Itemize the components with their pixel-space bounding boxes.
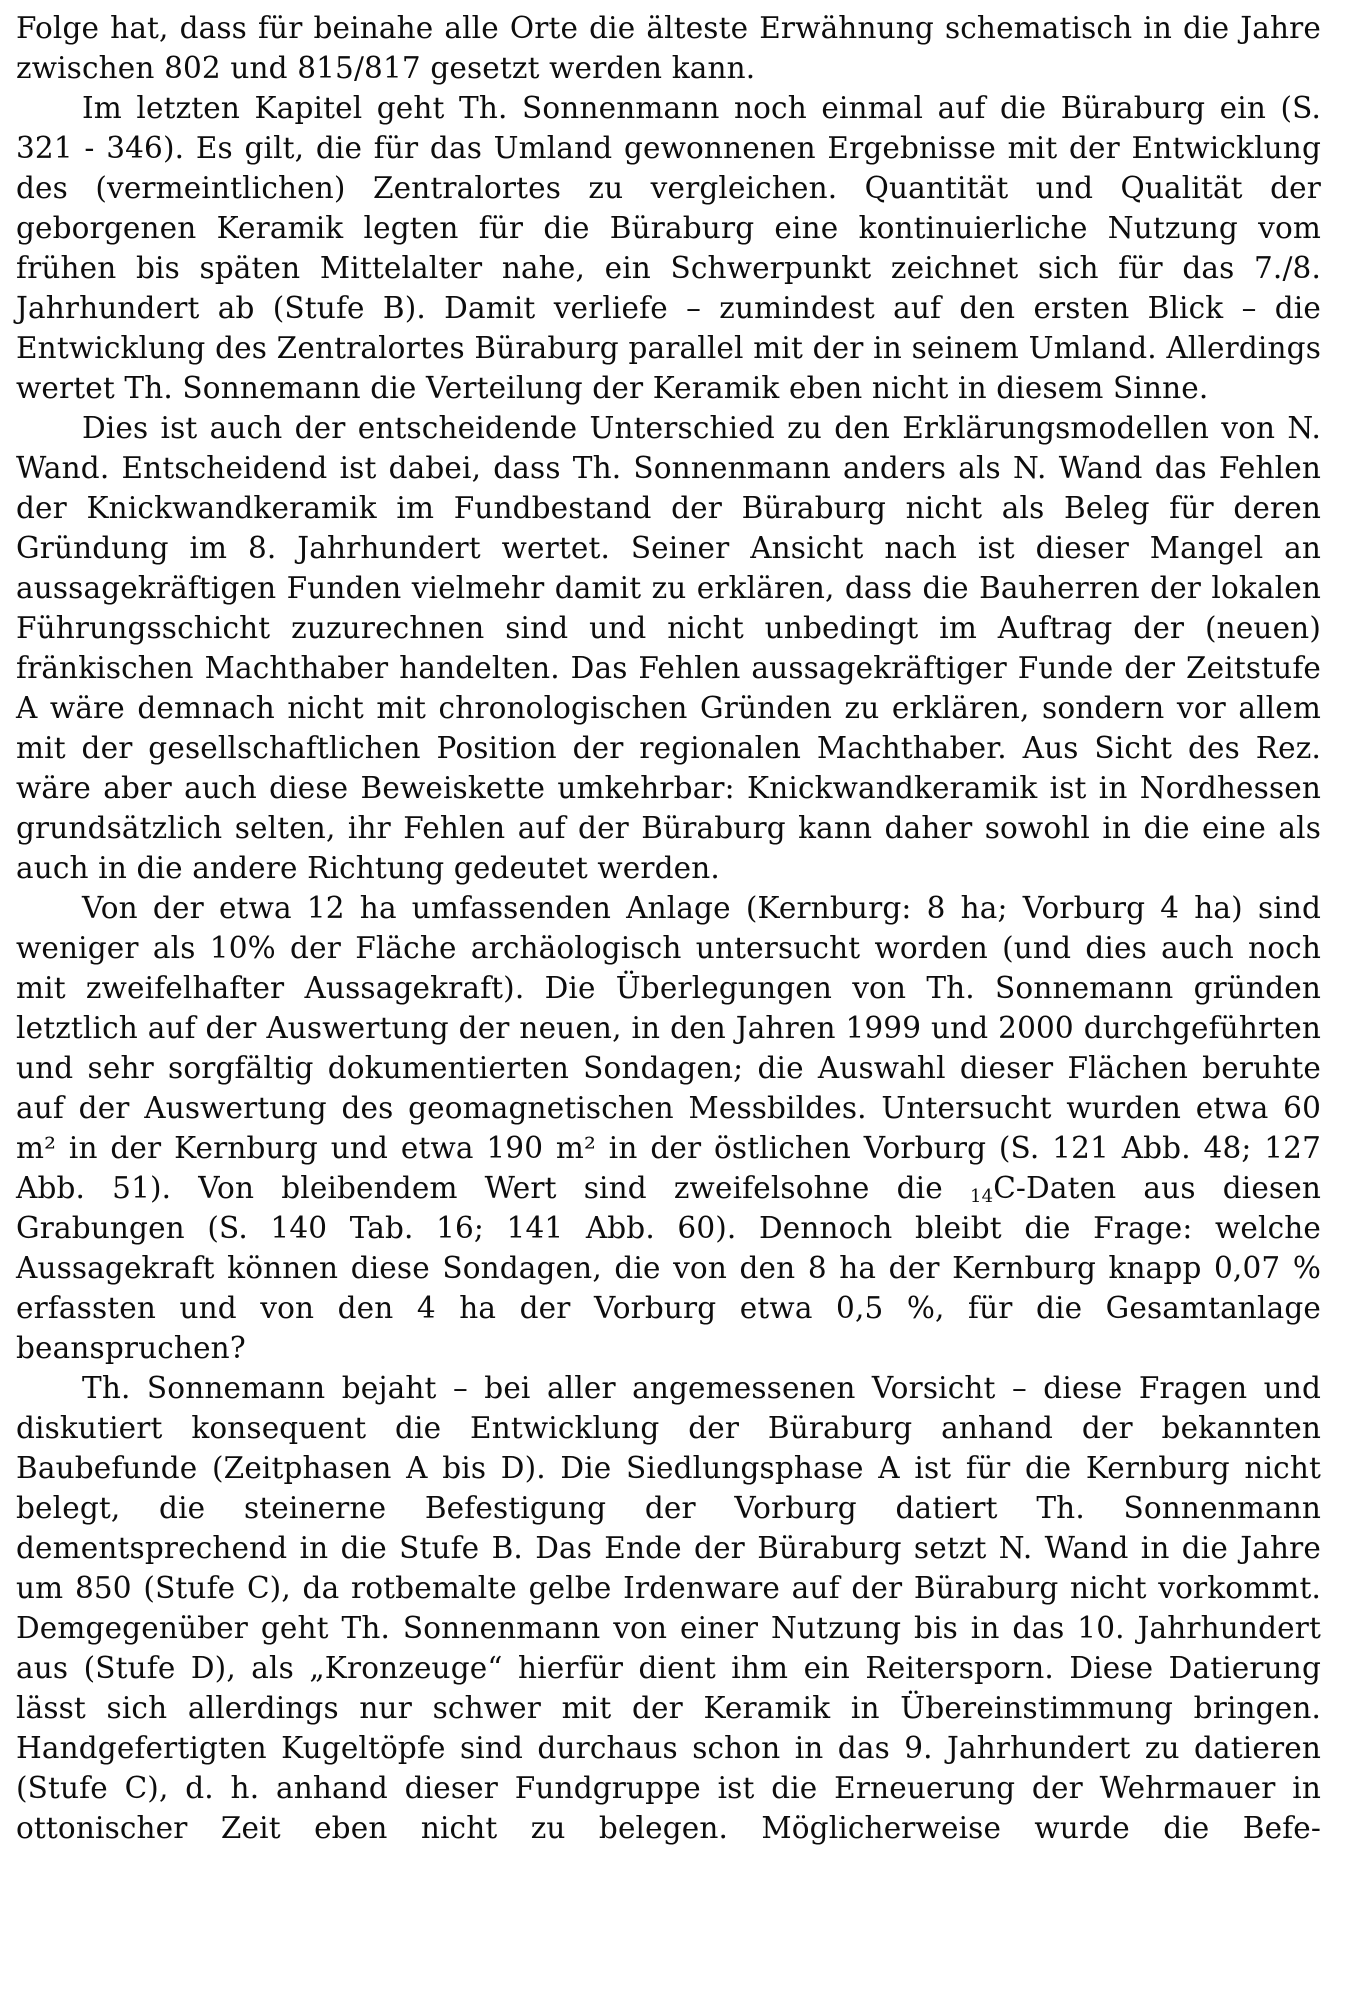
paragraph-text: Dies ist auch der entscheidende Unterschied zu den Erklärungsmodellen von N. Wand. Entscheidend ist dabei, dass Th. Sonnenmann anders als N. Wand das Fehlen der Knickwandkeramik im Fundbestand der Büraburg nicht als Beleg für deren Gründung im 8. Jahrhundert wertet. Seiner Ansicht nach ist dieser Mangel an aussagekräftigen Funden vielmehr damit zu erklären, dass die Bauherren der lokalen Führungsschicht zuzurechnen sind und nicht unbedingt im Auftrag der (neuen) fränkischen Machthaber handelten. Das Fehlen aussagekräftiger Funde der Zeitstufe A wäre demnach nicht mit chronologischen Gründen zu erklären, sondern vor allem mit der gesellschaftlichen Position der regionalen Machthaber. Aus Sicht des Rez. wäre aber auch diese Beweiskette umkehrbar: Knickwandkeramik ist in Nordhessen grundsätzlich selten, ihr Fehlen auf der Büraburg kann daher sowohl in die eine als auch in die andere Richtung gedeutet werden. xyxy=(16,411,1321,885)
paragraph-dating-phases xyxy=(16,1368,1321,1848)
paragraph-explanation-models xyxy=(16,408,1321,888)
paragraph-text: Im letzten Kapitel geht Th. Sonnenmann noch einmal auf die Büraburg ein (S. 321 - 346). Es gilt, die für das Umland gewonnenen Ergebnisse mit der Entwicklung des (vermeintlichen) Zentralortes zu vergleichen. Quantität und Qualität der geborgenen Keramik legten für die Büraburg eine kontinuierliche Nutzung vom frühen bis späten Mittelalter nahe, ein Schwerpunkt zeichnet sich für das 7./8. Jahrhundert ab (Stufe B). Damit verliefe – zumindest auf den ersten Blick – die Entwicklung des Zentralortes Büraburg parallel mit der in seinem Umland. Allerdings wertet Th. Sonnemann die Verteilung der Keramik eben nicht in diesem Sinne. xyxy=(16,91,1321,405)
paragraph-excavation-extent xyxy=(16,888,1321,1368)
isotope-subscript: 14 xyxy=(969,1186,994,1207)
paragraph-text: Von der etwa 12 ha umfassenden Anlage (Kernburg: 8 ha; Vorburg 4 ha) sind weniger als 10% der Fläche archäologisch untersucht worden (und dies auch noch mit zweifelhafter Aussagekraft). Die Überlegungen von Th. Sonnemann gründen letztlich auf der Auswertung der neuen, in den Jahren 1999 und 2000 durchgeführten und sehr sorgfältig dokumentierten Sondagen; die Auswahl dieser Flächen beruhte auf der Auswertung des geomagnetischen Messbildes. Untersucht wurden etwa 60 m² in der Kernburg und etwa 190 m² in der östlichen Vorburg (S. 121 Abb. 48; 127 Abb. 51). Von bleibendem Wert sind zweifelsohne die xyxy=(16,891,1321,1205)
paragraph-bueraburg-chapter xyxy=(16,88,1321,408)
document-page xyxy=(16,8,1321,1848)
paragraph-continuation xyxy=(16,8,1321,88)
paragraph-text: Th. Sonnemann bejaht – bei aller angemessenen Vorsicht – diese Fragen und diskutiert konsequent die Entwicklung der Büraburg anhand der bekannten Baubefunde (Zeitphasen A bis D). Die Siedlungsphase A ist für die Kernburg nicht belegt, die steinerne Befestigung der Vorburg datiert Th. Sonnenmann dementsprechend in die Stufe B. Das Ende der Büraburg setzt N. Wand in die Jahre um 850 (Stufe C), da rotbemalte gelbe Irdenware auf der Büraburg nicht vorkommt. Demgegenüber geht Th. Sonnenmann von einer Nutzung bis in das 10. Jahrhundert aus (Stufe D), als „Kronzeuge“ hierfür dient ihm ein Reitersporn. Diese Datierung lässt sich allerdings nur schwer mit der Keramik in Übereinstimmung bringen. Handgefertigten Kugeltöpfe sind durchaus schon in das 9. Jahrhundert zu datieren (Stufe C), d. h. anhand dieser Fundgruppe ist die Erneuerung der Wehrmauer in ottonischer Zeit eben nicht zu belegen. Möglicherweise wurde die Befe- xyxy=(16,1371,1321,1845)
paragraph-text: C-Daten aus diesen Grabungen (S. 140 Tab. 16; 141 Abb. 60). Dennoch bleibt die Frage: welche Aussagekraft können diese Sondagen, die von den 8 ha der Kernburg knapp 0,07 % erfassten und von den 4 ha der Vorburg etwa 0,5 %, für die Gesamtanlage beanspruchen? xyxy=(16,1171,1321,1365)
paragraph-text: Folge hat, dass für beinahe alle Orte die älteste Erwähnung schematisch in die Jahre zwischen 802 und 815/817 gesetzt werden kann. xyxy=(16,11,1321,85)
